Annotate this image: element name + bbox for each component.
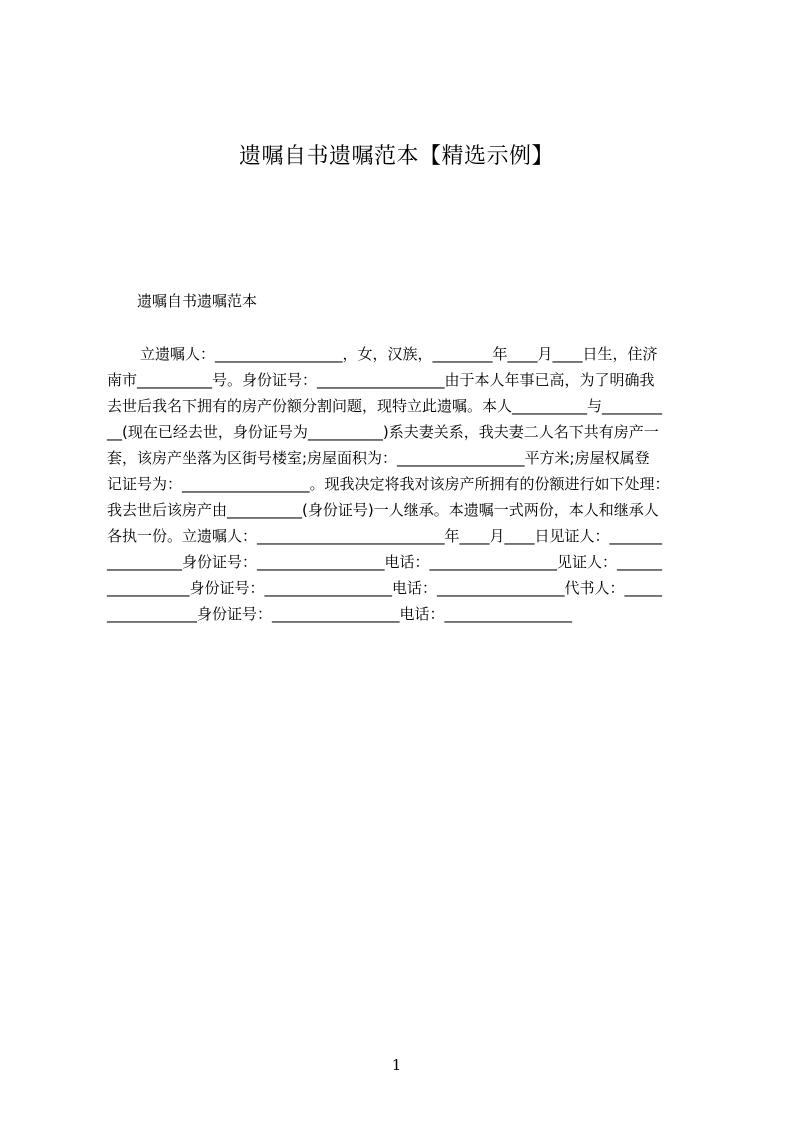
document-subtitle: 遗嘱自书遗嘱范本 bbox=[137, 292, 258, 310]
document-title: 遗嘱自书遗嘱范本【精选示例】 bbox=[238, 144, 554, 169]
page-number: 1 bbox=[391, 1056, 402, 1074]
body-line-11: ____________身份证号：_________________电话：_________________ bbox=[107, 605, 573, 623]
body-line-3: 去世后我名下拥有的房产份额分割问题，现特立此遗嘱。本人__________与________ bbox=[107, 397, 663, 415]
body-line-10: ___________身份证号：_________________电话：_________________代书人：_____ bbox=[107, 579, 663, 597]
body-line-1: 立遗嘱人：_________________，女，汉族，________年____月____日生，住济 bbox=[140, 345, 658, 363]
body-line-5: 套，该房产坐落为区街号楼室;房屋面积为：_________________平方米;房屋权属登 bbox=[107, 449, 650, 467]
body-line-7: 我去世后该房产由__________(身份证号)一人继承。本遗嘱一式两份，本人和继承人 bbox=[107, 501, 659, 519]
body-line-6: 记证号为：_________________。现我决定将我对该房产所拥有的份额进行如下处理： bbox=[107, 475, 670, 493]
body-line-8: 各执一份。立遗嘱人：_________________________年____月____日见证人：_______ bbox=[107, 527, 663, 545]
body-line-2: 南市__________号。身份证号：_________________由于本人年事已高，为了明确我 bbox=[107, 371, 655, 389]
body-line-9: __________身份证号：_________________电话：_________________见证人：______ bbox=[107, 553, 663, 571]
body-line-4: __(现在已经去世，身份证号为__________)系夫妻关系，我夫妻二人名下共有房产一 bbox=[107, 423, 659, 441]
